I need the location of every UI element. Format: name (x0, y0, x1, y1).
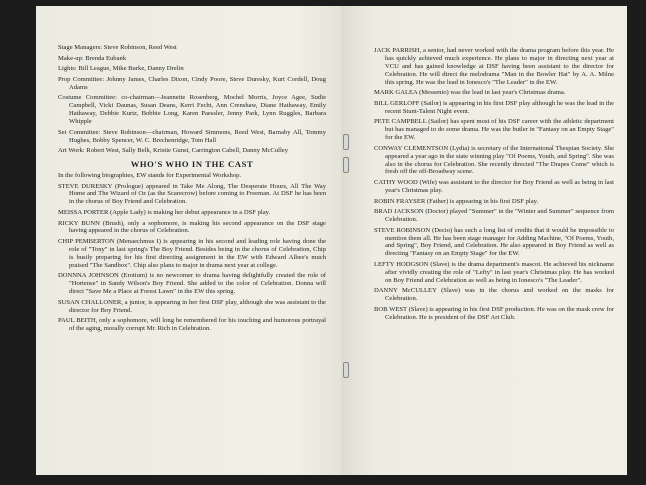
right-column (374, 47, 614, 324)
bio-entry: ROBIN FRAYSER (Father) is appearing in his first DSF play. (374, 197, 539, 205)
bio-entry: RICKY BUNN (Brush), only a sophomore, is making his second appearance on the DSF stage having appeared in the chorus of Celebration. (58, 219, 326, 235)
credit-line: Make-up: Brenda Eubank (58, 54, 127, 62)
bio-entry: LEFTY HODGSON (Slave) is the drama department's mascot. He achieved his nickname after vividly creating the role of "Lefty" in last year's Christmas play. He has worked on Boy Friend and Celebration as well as being in Ionesco's "The Leader". (374, 260, 615, 284)
credit-line: Art Work: Robert West, Sally Belk, Kristie Gunst, Carrington Cabell, Danny McCulley (58, 147, 289, 155)
bio-entry: SUSAN CHALLONER, a junior, is appearing in her first DSF play, although she was assistant to the director for Boy Friend. (58, 298, 326, 314)
bio-entry: DONNNA JOHNSON (Erotium) is no newcomer to drama having delightfully created the role of "Hortense" in Sandy Wilson's Boy Friend. She added to the color of Celebration. Donna will direct "Save Me a Place at Forest Lawn" in the EW this spring. (58, 272, 327, 296)
bio-entry: DANNY McCULLEY (Slave) was in the chorus and worked on the masks for Celebration. (374, 287, 614, 303)
bio-entry: CONWAY CLEMENTSON (Lydia) is secretary of the International Thespian Society. She appeared a year ago in the state winning play "Of Poems, Youth, and Spring". She was also in the chorus for Celebration. She recently directed "The Drapes Come" which is fresh off the off-Broadway scene. (374, 144, 614, 176)
credit-line: Prop Committee: Johnny James, Charles Dixon, Cindy Poore, Steve Duresky, Kurt Cordell, Doug Adams (58, 75, 326, 91)
bio-entry: MEISSA PORTER (Apple Lady) is making her debut appearance in a DSF play. (58, 208, 271, 216)
right-page (341, 6, 627, 475)
section-title: WHO'S WHO IN THE CAST (130, 159, 254, 169)
credit-line: Lights: Bill League, Mike Burke, Danny Drelin (58, 65, 184, 73)
bio-entry: PAUL BEITH, only a sophomore, will long be remembered for his touching and humorous portrayal of the aging, morally corrupt Mr. Rich in Celebration. (58, 317, 327, 333)
bio-entry: STEVE ROBINSON (Decio) has such a long list of credits that it would be impossible to mention them all. He has been stage manager for Adding Machine, "Of Poems, Youth, and Spring", Boy Friend, and Celebration. He also appeared in Boy Friend as well as directing "Fantasy on an Empty Stage" for the EW. (374, 226, 614, 258)
bio-entry: STEVE DURESKY (Prologue) appeared in Take Me Along, The Desperate Hours, All The Way Home and The Wizard of Oz (as the Scarecrow) before coming to Freeman. At DSF he has been in the chorus of Boy Friend and Celebration. (58, 182, 326, 206)
bio-entry: BILL GERLOFF (Sailor) is appearing in his first DSF play although he was the lead in the recent Stunt-Talent Night event. (374, 99, 615, 115)
bio-entry: CHIP PEMBERTON (Menaechmus I) is appearing in his second and leading role having done the role of "Tony" in last spring's The Boy Friend. Besides being in the chorus of Celebration, Chip is busily preparing for his first directing assignment in the EW with Edward Albee's much praised "The Sandbox". Chip also plans to major in drama next year at college. (58, 238, 326, 269)
bio-entry: BRAD JACKSON (Doctor) played "Summer" in the "Winter and Summer" sequence from Celebration. (374, 208, 614, 224)
staple-middle-icon (343, 157, 349, 173)
left-page (36, 6, 341, 475)
bio-entry: JACK PARRISH, a senior, had never worked with the drama program before this year. He has quickly achieved much experience. He plans to major in directing next year at VCU and has gained knowledge at DSF having been assistant to the director for Celebration. He will direct the melodrama "Man in the Bowler Hat" by A. A. Milne this spring. He was the lead in Ionesco's "The Leader" in the EW. (374, 47, 614, 86)
bio-entry: MARK GALEA (Messenio) was the lead in last year's Christmas drama. (374, 89, 566, 97)
bio-entry: CATHY WOOD (Wife) was assistant to the director for Boy Friend as well as being in last year's Christmas play. (374, 179, 614, 194)
credit-line: Costume Committee: co-chairman—Jeannette Rosenberg, Mochel Morris, Joyce Agee, Sudie Campbell, Vicki Daunas, Susan Deans, Kerri Fecht, Ann Crenshaw, Diane Hathaway, Emily Hathaway, Debbie Kurtz, Bobbie Long, Karen Paessler, Jenny Park, Lynn Ruggles, Barbara Whipple (58, 94, 326, 125)
staple-top-icon (343, 134, 349, 150)
credit-line: Set Committee: Steve Robinson—chairman, Howard Simmons, Reed West, Barnaby All, Tommy Hughes, Bobby Spencer, W. C. Brechenridge, Tom Hall (58, 128, 326, 144)
credit-line: Stage Managers: Steve Robinson, Reed West (58, 44, 177, 51)
credits-list (58, 44, 326, 155)
bio-entry: BOB WEST (Slave) is appearing in his first DSF production. He was on the mask crew for Celebration. He is president of the DSF Art Club. (374, 305, 615, 321)
bio-list (58, 183, 326, 334)
intro-text: In the following biographies, EW stands for Experimental Workshop. (58, 171, 242, 179)
left-column (58, 44, 326, 336)
staple-bottom-icon (343, 362, 349, 378)
bio-entry: PETE CAMPBELL (Sailor) has spent most of his DSF career with the athletic department but has managed to do some drama. He was the butler in "Fantasy on an Empty Stage" for the EW. (374, 118, 615, 142)
